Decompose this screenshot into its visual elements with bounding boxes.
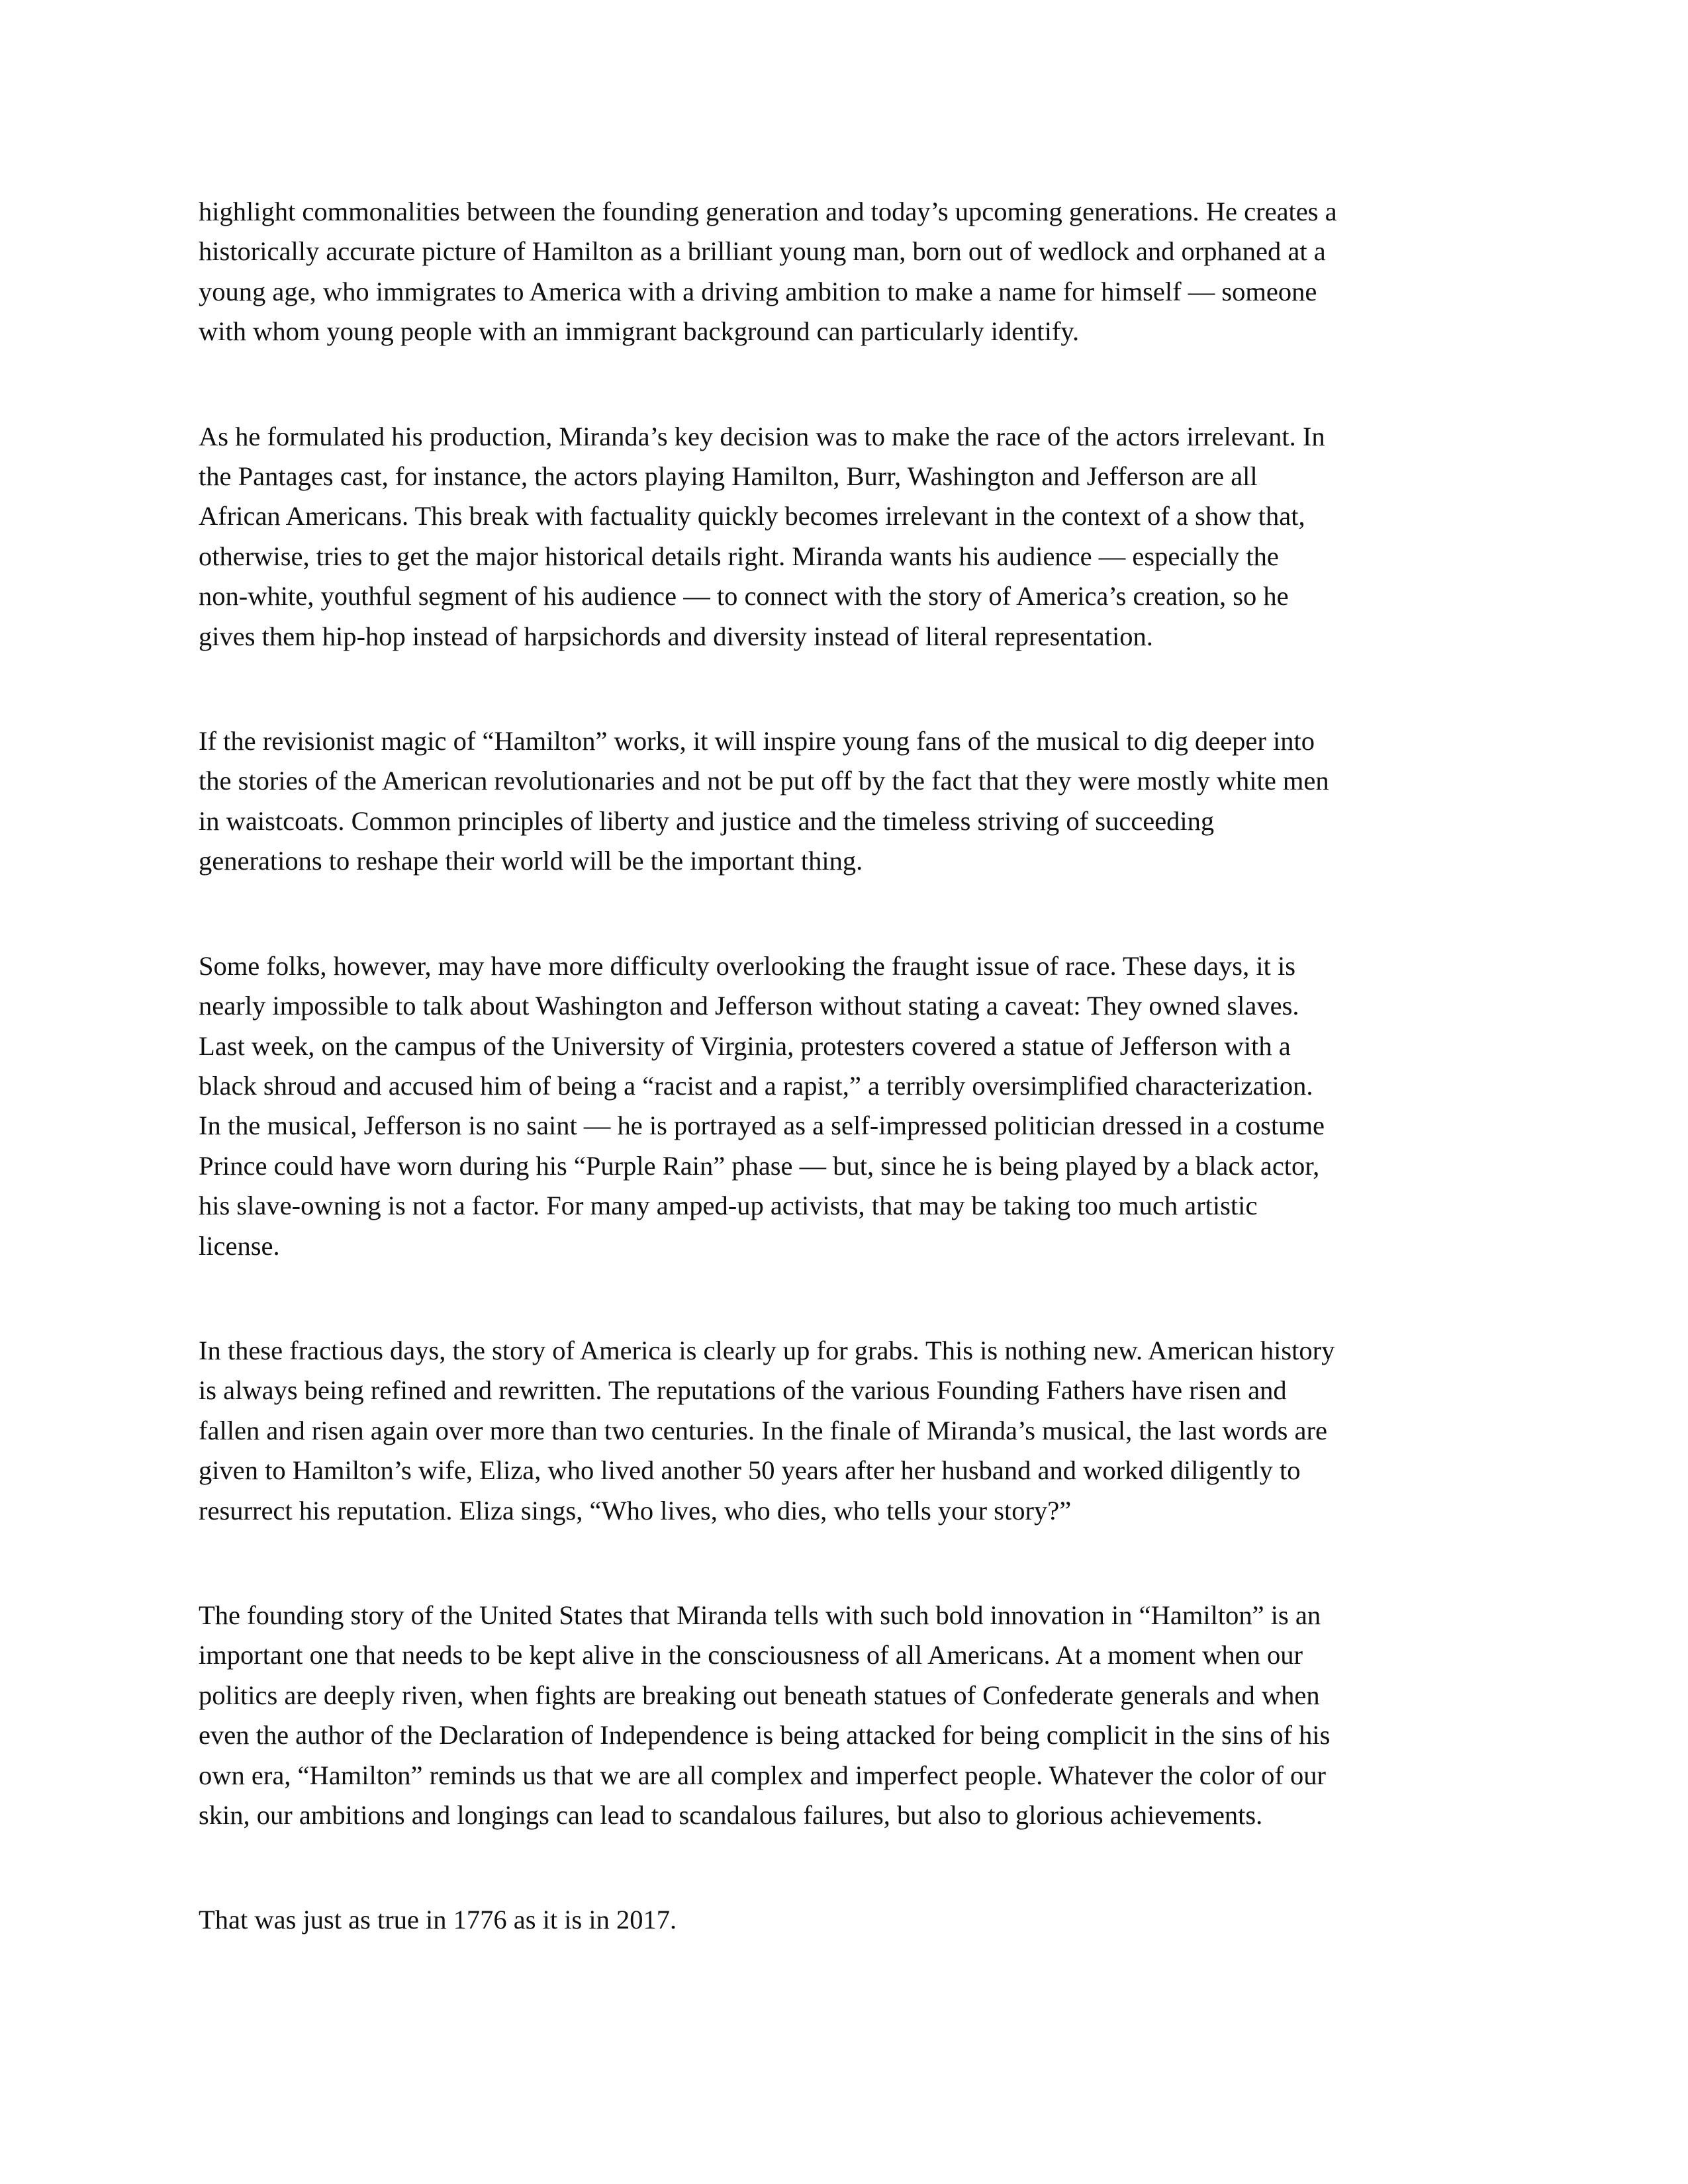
text-line: In the musical, Jefferson is no saint — he is portrayed as a self-impressed politician dressed in a costume (199, 1111, 1325, 1141)
text-line: gives them hip-hop instead of harpsichords and diversity instead of literal representation. (199, 621, 1153, 651)
text-line: non-white, youthful segment of his audience — to connect with the story of America’s creation, so he (199, 581, 1289, 612)
text-line: Prince could have worn during his “Purple Rain” phase — but, since he is being played by a black actor, (199, 1150, 1320, 1181)
text-line: skin, our ambitions and longings can lead to scandalous failures, but also to glorious achievements. (199, 1800, 1263, 1830)
text-line: given to Hamilton’s wife, Eliza, who lived another 50 years after her husband and worked diligently to (199, 1455, 1301, 1486)
text-line: African Americans. This break with factuality quickly becomes irrelevant in the context of a show that, (199, 501, 1305, 531)
article-body (199, 192, 1489, 1940)
text-line: license. (199, 1230, 280, 1261)
paragraph-1 (199, 192, 1489, 352)
text-line: own era, “Hamilton” reminds us that we are all complex and imperfect people. Whatever the color of our (199, 1760, 1326, 1790)
text-line: otherwise, tries to get the major historical details right. Miranda wants his audience — especially the (199, 541, 1279, 571)
text-line: young age, who immigrates to America with a driving ambition to make a name for himself — someone (199, 276, 1317, 306)
text-line: Last week, on the campus of the University of Virginia, protesters covered a statue of Jefferson with a (199, 1030, 1291, 1061)
text-line: As he formulated his production, Miranda’s key decision was to make the race of the actors irrelevant. In (199, 421, 1325, 451)
text-line: with whom young people with an immigrant background can particularly identify. (199, 316, 1080, 347)
paragraph-5 (199, 1331, 1489, 1531)
text-line: even the author of the Declaration of Independence is being attacked for being complicit in the sins of his (199, 1720, 1331, 1751)
paragraph-6 (199, 1596, 1489, 1835)
text-line: In these fractious days, the story of America is clearly up for grabs. This is nothing new. American history (199, 1335, 1335, 1365)
text-line: the stories of the American revolutionaries and not be put off by the fact that they were mostly white men (199, 766, 1329, 796)
text-line: The founding story of the United States that Miranda tells with such bold innovation in “Hamilton” is an (199, 1600, 1321, 1630)
paragraph-4 (199, 946, 1489, 1266)
text-line: That was just as true in 1776 as it is in 2017. (199, 1905, 677, 1935)
text-line: his slave-owning is not a factor. For many amped-up activists, that may be taking too much artistic (199, 1191, 1258, 1221)
text-line: in waistcoats. Common principles of liberty and justice and the timeless striving of succeeding (199, 805, 1215, 836)
text-line: Some folks, however, may have more difficulty overlooking the fraught issue of race. These days, it is (199, 950, 1295, 981)
text-line: nearly impossible to talk about Washington and Jefferson without stating a caveat: They owned slaves. (199, 991, 1299, 1021)
text-line: important one that needs to be kept alive in the consciousness of all Americans. At a moment when our (199, 1640, 1303, 1670)
text-line: is always being refined and rewritten. The reputations of the various Founding Fathers have risen and (199, 1375, 1287, 1406)
paragraph-7 (199, 1900, 1489, 1940)
text-line: fallen and risen again over more than two centuries. In the finale of Miranda’s musical, the last words are (199, 1415, 1327, 1445)
text-line: If the revisionist magic of “Hamilton” works, it will inspire young fans of the musical to dig deeper into (199, 726, 1315, 756)
paragraph-3 (199, 721, 1489, 882)
text-line: black shroud and accused him of being a “racist and a rapist,” a terribly oversimplified characterization. (199, 1070, 1313, 1101)
text-line: historically accurate picture of Hamilton as a brilliant young man, born out of wedlock and orphaned at a (199, 236, 1326, 267)
text-line: highlight commonalities between the founding generation and today’s upcoming generations. He creates a (199, 197, 1337, 226)
text-line: resurrect his reputation. Eliza sings, “Who lives, who dies, who tells your story?” (199, 1495, 1072, 1525)
paragraph-2 (199, 417, 1489, 657)
text-line: generations to reshape their world will be the important thing. (199, 846, 863, 876)
text-line: politics are deeply riven, when fights are breaking out beneath statues of Confederate generals and when (199, 1680, 1320, 1710)
text-line: the Pantages cast, for instance, the actors playing Hamilton, Burr, Washington and Jefferson are all (199, 461, 1258, 492)
